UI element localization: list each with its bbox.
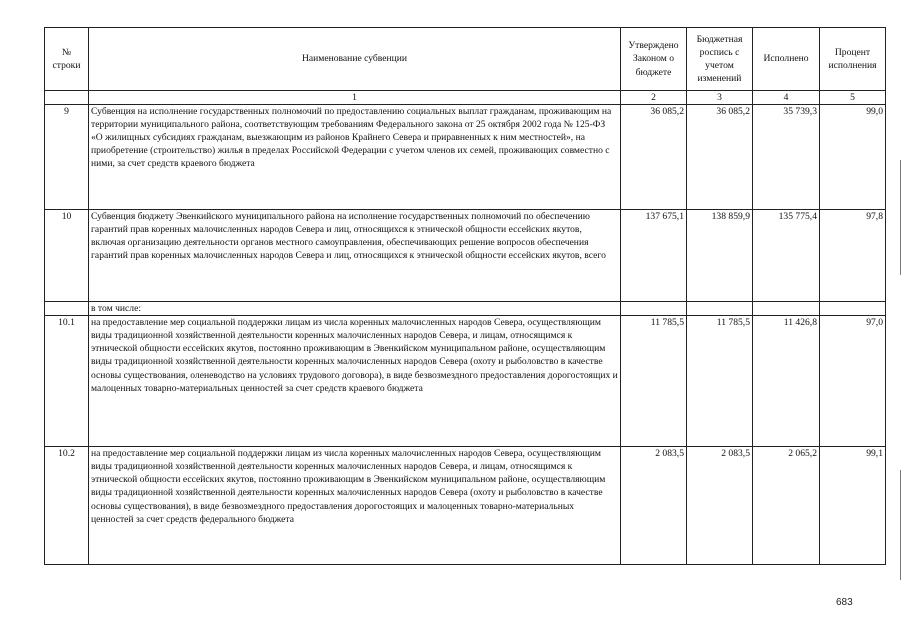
percent-value: 97,0 bbox=[820, 316, 886, 447]
executed-value: 135 775,4 bbox=[753, 210, 820, 302]
row-number: 10.1 bbox=[45, 316, 89, 447]
approved-value: 2 083,5 bbox=[621, 447, 687, 565]
percent-value: 97,8 bbox=[820, 210, 886, 302]
approved-value: 137 675,1 bbox=[621, 210, 687, 302]
column-number-row bbox=[45, 91, 886, 105]
header-subsidy-name: Наименование субвенции bbox=[89, 28, 621, 91]
budget-value: 36 085,2 bbox=[687, 105, 753, 210]
row-number: 10.2 bbox=[45, 447, 89, 565]
header-row-number: № строки bbox=[45, 28, 89, 91]
budget-value bbox=[687, 302, 753, 316]
subsidy-name: на предоставление мер социальной поддержки лицам из числа коренных малочисленных народов Севера, осуществляющим виды традиционной хозяйственной деятельности коренных малочисленных народов Севера, и лицам, относящимся к этнической общности ессейских якутов, постоянно проживающим в Эвенкийском муниципальном районе, осуществляющим виды традиционной хозяйственной деятельности коренных малочисленных народов Севера (охоту и рыболовство в качестве основы существования), в виде безвозмездного предоставления дорогостоящих и малоценных товарно-материальных ценностей за счет средств федерального бюджета bbox=[89, 447, 621, 565]
column-number: 4 bbox=[753, 91, 820, 105]
column-number-blank bbox=[45, 91, 89, 105]
table-header-row bbox=[45, 28, 886, 91]
subsidy-table bbox=[44, 27, 886, 565]
column-number: 5 bbox=[820, 91, 886, 105]
row-number: 9 bbox=[45, 105, 89, 210]
percent-value bbox=[820, 302, 886, 316]
subsidy-name: на предоставление мер социальной поддержки лицам из числа коренных малочисленных народов Севера, осуществляющим виды традиционной хозяйственной деятельности коренных малочисленных народов Севера, и лицам, относящимся к этнической общности ессейских якутов, постоянно проживающим в Эвенкийском муниципальном районе, осуществляющим виды традиционной хозяйственной деятельности коренных малочисленных народов Севера (охоту и рыболовство в качестве основы существования, оленеводство на условиях трудового договора), в виде безвозмездного предоставления дорогостоящих и малоценных товарно-материальных ценностей за счет средств краевого бюджета bbox=[89, 316, 621, 447]
approved-value bbox=[621, 302, 687, 316]
budget-value: 11 785,5 bbox=[687, 316, 753, 447]
table-row bbox=[45, 447, 886, 565]
row-number: 10 bbox=[45, 210, 89, 302]
header-executed: Исполнено bbox=[753, 28, 820, 91]
header-percent: Процент исполнения bbox=[820, 28, 886, 91]
page-number: 683 bbox=[836, 597, 853, 608]
column-number: 3 bbox=[687, 91, 753, 105]
scan-edge-mark bbox=[900, 470, 901, 580]
column-number: 2 bbox=[621, 91, 687, 105]
budget-value: 138 859,9 bbox=[687, 210, 753, 302]
executed-value: 35 739,3 bbox=[753, 105, 820, 210]
executed-value: 2 065,2 bbox=[753, 447, 820, 565]
table-row bbox=[45, 105, 886, 210]
approved-value: 36 085,2 bbox=[621, 105, 687, 210]
subsidy-name: Субвенция на исполнение государственных полномочий по предоставлению социальных выплат гражданам, проживающим на территории муниципального района, соответствующим требованиям Федерального закона от 25 октября 2002 года № 125-ФЗ «О жилищных субсидиях гражданам, выезжающим из районов Крайнего Севера и приравненных к ним местностей», на приобретение (строительство) жилья в пределах Российской Федерации с учетом членов их семей, проживающих совместно с ними, за счет средств краевого бюджета bbox=[89, 105, 621, 210]
subsidy-name: Субвенция бюджету Эвенкийского муниципального района на исполнение государственных полномочий по обеспечению гарантий прав коренных малочисленных народов Севера и лиц, относящихся к этнической общности ессейских якутов, включая организацию деятельности органов местного самоуправления, обеспечивающих решение вопросов обеспечения гарантий прав коренных малочисленных народов Севера и лиц, относящихся к этнической общности ессейских якутов, всего bbox=[89, 210, 621, 302]
column-number: 1 bbox=[89, 91, 621, 105]
budget-value: 2 083,5 bbox=[687, 447, 753, 565]
approved-value: 11 785,5 bbox=[621, 316, 687, 447]
subsidy-name: в том числе: bbox=[89, 302, 621, 316]
table-row bbox=[45, 210, 886, 302]
row-number bbox=[45, 302, 89, 316]
scan-edge-mark bbox=[900, 160, 901, 275]
percent-value: 99,1 bbox=[820, 447, 886, 565]
executed-value bbox=[753, 302, 820, 316]
table-row bbox=[45, 316, 886, 447]
percent-value: 99,0 bbox=[820, 105, 886, 210]
table-row bbox=[45, 302, 886, 316]
header-budget-schedule: Бюджетная роспись с учетом изменений bbox=[687, 28, 753, 91]
header-approved: Утверждено Законом о бюджете bbox=[621, 28, 687, 91]
executed-value: 11 426,8 bbox=[753, 316, 820, 447]
